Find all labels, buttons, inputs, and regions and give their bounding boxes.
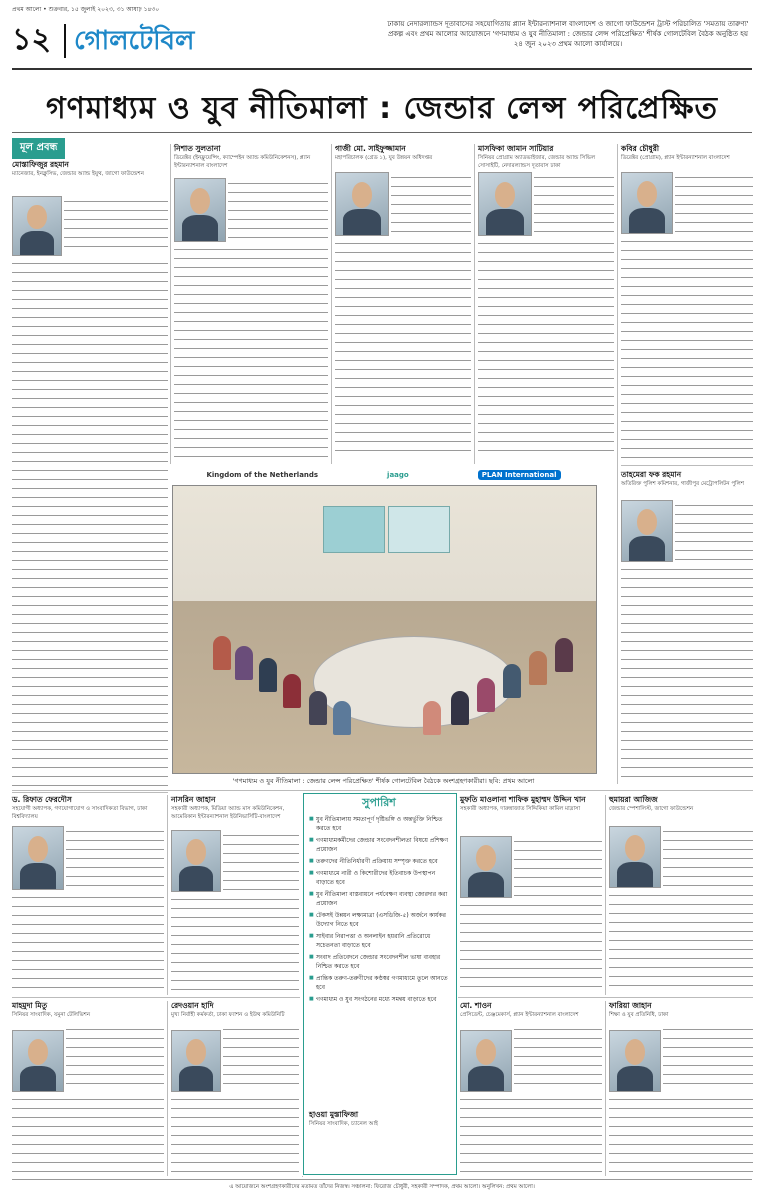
masthead-separator: [64, 24, 66, 58]
speaker-block: [460, 1001, 602, 1019]
speaker-photo: [460, 1030, 512, 1092]
speaker-name: মো. শাওন: [460, 1001, 492, 1010]
article-text: [64, 196, 168, 254]
speaker-name: হুমায়রা আজিজ: [609, 795, 658, 804]
speaker-photo: [171, 830, 221, 892]
speaker-block: [171, 795, 299, 821]
recommendation-item: ■ সাইবার নিরাপত্তা ও অনলাইন হয়রানি প্রতিরোধে সচেতনতা বাড়াতে হবে: [309, 932, 451, 950]
speaker-photo: [171, 1030, 221, 1092]
article-text: [12, 258, 168, 788]
recommendation-item: ■ গণমাধ্যমকর্মীদের জেন্ডার সংবেদনশীলতা বিষয়ে প্রশিক্ষণ প্রয়োজন: [309, 836, 451, 854]
recommendation-item: ■ যুব নীতিমালা বাস্তবায়নে পর্যবেক্ষণ ব্যবস্থা জোরদার করা প্রয়োজন: [309, 890, 451, 908]
speaker-designation: ম্যানেজার, ইনক্লুসিভ, জেন্ডার অ্যান্ড ইয়ুথ, জাগো ফাউন্ডেশন: [12, 171, 144, 177]
speaker-name: রেদওয়ান হাদি: [171, 1001, 214, 1010]
speaker-photo: [609, 1030, 661, 1092]
speaker-designation: সহকারী অধ্যাপক, মিডিয়া অ্যান্ড মাস কমিউনিকেশন, আমেরিকান ইন্টারন্যাশনাল ইউনিভার্সিটি-বাংলাদেশ: [171, 806, 285, 820]
recommendation-item: ■ গণমাধ্যম ও যুব সংগঠনের মধ্যে সমন্বয় বাড়াতে হবে: [309, 995, 451, 1004]
page-number: ১২: [12, 22, 51, 57]
recommendation-item: ■ প্রান্তিক তরুণ-তরুণীদের কণ্ঠস্বর গণমাধ্যমে তুলে আনতে হবে: [309, 974, 451, 992]
speaker-photo: [621, 500, 673, 562]
recommendation-item: ■ তরুণদের নীতিনির্ধারণী প্রক্রিয়ায় সম্পৃক্ত করতে হবে: [309, 857, 451, 866]
divider: [12, 132, 752, 133]
speaker-name: গাজী মো. সাইফুজ্জামান: [335, 144, 406, 153]
speaker-block: [12, 795, 152, 821]
speaker-block: [171, 1001, 299, 1019]
section-logo: গোলটেবিল: [74, 26, 195, 56]
event-deck: ঢাকায় নেদারল্যান্ডস দূতাবাসের সহযোগিতায় প্ল্যান ইন্টারন্যাশনাল বাংলাদেশ ও জাগো ফাউন্ডেশন ট্রাস্ট পরিচালিত 'সমতায় তারুণ্য' প্রকল্প এবং প্রথম আলোর আয়োজনে 'গণমাধ্যম ও যুব নীতিমালা : জেন্ডার লেন্স পরিপ্রেক্ষিত' শীর্ষক গোলটেবিল বৈঠক অনুষ্ঠিত হয় ২৪ জুন ২০২৩ প্রথম আলো কার্যালয়ে।: [387, 20, 749, 48]
speaker-designation: শিক্ষা ও যুব প্রতিনিধি, ঢাকা: [609, 1012, 669, 1018]
netherlands-logo: Kingdom of the Netherlands: [206, 471, 319, 479]
speaker-block: [335, 144, 471, 162]
speaker-block: [309, 1110, 451, 1128]
roundtable-photo: [172, 485, 597, 774]
jaago-logo: jaago: [387, 471, 409, 479]
speaker-name: কবির চৌধুরী: [621, 144, 660, 153]
speaker-photo: [621, 172, 673, 234]
speaker-name: হাওয়া মুস্তাফিজা: [309, 1110, 359, 1119]
speaker-photo: [12, 196, 62, 256]
page-footer: এ আয়োজনে অংশগ্রহণকারীদের মতামত তাঁদের নিজস্ব। সঞ্চালনা: ফিরোজ চৌধুরী, সহকারী সম্পাদক, প্রথম আলো। অনুলিখন: প্রথম আলো।: [12, 1179, 752, 1191]
section-tag: মূল প্রবন্ধ: [12, 138, 65, 159]
speaker-designation: সহকারী অধ্যাপক, দারুন্নাজাত সিদ্দিকিয়া কামিল মাদ্রাসা: [460, 806, 581, 812]
speaker-block: [460, 795, 602, 813]
speaker-designation: প্রেসিডেন্ট, চেঞ্জমেকার্স, প্ল্যান ইন্টারন্যাশনাল বাংলাদেশ: [460, 1012, 579, 1018]
speaker-designation: সিনিয়র সাংবাদিক, যমুনা টেলিভিশন: [12, 1012, 91, 1018]
speaker-name: ড. রিফাত ফেরদৌস: [12, 795, 72, 804]
speaker-name: তাহমেরা ফক রহমান: [621, 470, 682, 479]
photo-caption: 'গণমাধ্যম ও যুব নীতিমালা : জেন্ডার লেন্স পরিপ্রেক্ষিত' শীর্ষক গোলটেবিল বৈঠকে অংশগ্রহণকারীরা। ছবি: প্রথম আলো: [232, 777, 535, 785]
speaker-block: [621, 144, 753, 162]
speaker-photo: [478, 172, 532, 236]
speaker-name: নিশাত সুলতানা: [174, 144, 221, 153]
speaker-block: [478, 144, 614, 170]
recommendations-title: সুপারিশ: [362, 796, 396, 809]
page-headline: গণমাধ্যম ও যুব নীতিমালা : জেন্ডার লেন্স পরিপ্রেক্ষিত: [45, 91, 719, 126]
speaker-photo: [12, 1030, 64, 1092]
divider: [12, 68, 752, 70]
speaker-name: মোস্তাফিজুর রহমান: [12, 160, 69, 169]
speaker-photo: [174, 178, 226, 242]
speaker-name: মুফতি মাওলানা শাফিক মুহাম্মদ উদ্দিন খান: [460, 795, 586, 804]
recommendation-item: ■ টেকসই উন্নয়ন লক্ষ্যমাত্রা (এসডিজি-৫) অর্জনে কার্যকর উদ্যোগ নিতে হবে: [309, 911, 451, 929]
speaker-photo: [460, 836, 512, 898]
sponsor-logos: [172, 466, 595, 484]
speaker-designation: জেন্ডার স্পেশালিস্ট, জাগো ফাউন্ডেশন: [609, 806, 694, 812]
recommendation-item: ■ গণমাধ্যমে নারী ও কিশোরীদের ইতিবাচক উপস্থাপন বাড়াতে হবে: [309, 869, 451, 887]
recommendation-item: ■ যুব নীতিমালায় সমতাপূর্ণ দৃষ্টিভঙ্গি ও অন্তর্ভুক্তি নিশ্চিত করতে হবে: [309, 815, 451, 833]
speaker-designation: ডিরেক্টর (প্রোগ্রাম), প্ল্যান ইন্টারন্যাশনাল বাংলাদেশ: [621, 155, 730, 161]
speaker-block: [12, 1001, 152, 1019]
speaker-photo: [609, 826, 661, 888]
speaker-designation: সহযোগী অধ্যাপক, গণযোগাযোগ ও সাংবাদিকতা বিভাগ, ঢাকা বিশ্ববিদ্যালয়: [12, 806, 148, 820]
dateline: প্রথম আলো • শুক্রবার, ১৫ জুলাই ২০২৩, ৩১ আষাঢ় ১৪৩০: [12, 6, 160, 13]
speaker-name: নাসরিন জাহান: [171, 795, 216, 804]
speaker-block: [12, 160, 168, 178]
speaker-block: [621, 470, 753, 488]
speaker-name: ফারিয়া জাহান: [609, 1001, 652, 1010]
speaker-designation: সিনিয়র প্রোগ্রাম অ্যাডভাইজার, জেন্ডার অ্যান্ড সিভিল সোসাইটি, নেদারল্যান্ডস দূতাবাস ঢাকা: [478, 155, 596, 169]
speaker-name: মাসফিকা জামান সাটিয়ার: [478, 144, 554, 153]
recommendation-item: ■ সংবাদ প্রতিবেদনে জেন্ডার সংবেদনশীল ভাষা ব্যবহার নিশ্চিত করতে হবে: [309, 953, 451, 971]
speaker-designation: ডিরেক্টর (ইনফ্লুয়েন্সিং, ক্যাম্পেইন অ্যান্ড কমিউনিকেশনস), প্ল্যান ইন্টারন্যাশনাল বাংলাদেশ: [174, 155, 311, 169]
speaker-photo: [12, 826, 64, 890]
speaker-block: [609, 1001, 753, 1019]
speaker-photo: [335, 172, 389, 236]
recommendations-list: [309, 815, 451, 1007]
speaker-designation: মুখ্য নির্বাহী কর্মকর্তা, ঢাকা ফ্যাশন ও ইউথ কমিউনিটি: [171, 1012, 285, 1018]
plan-logo: PLAN International: [478, 470, 561, 480]
speaker-block: [174, 144, 314, 170]
speaker-block: [609, 795, 753, 813]
speaker-name: মাহমুদা মিতু: [12, 1001, 48, 1010]
speaker-designation: সিনিয়র সাংবাদিক, চ্যানেল আই: [309, 1121, 378, 1127]
speaker-designation: মহাপরিচালক (গ্রেড ১), যুব উন্নয়ন অধিদপ্তর: [335, 155, 433, 161]
speaker-designation: অতিরিক্ত পুলিশ কমিশনার, গাজীপুর মেট্রোপলিটন পুলিশ: [621, 481, 744, 487]
